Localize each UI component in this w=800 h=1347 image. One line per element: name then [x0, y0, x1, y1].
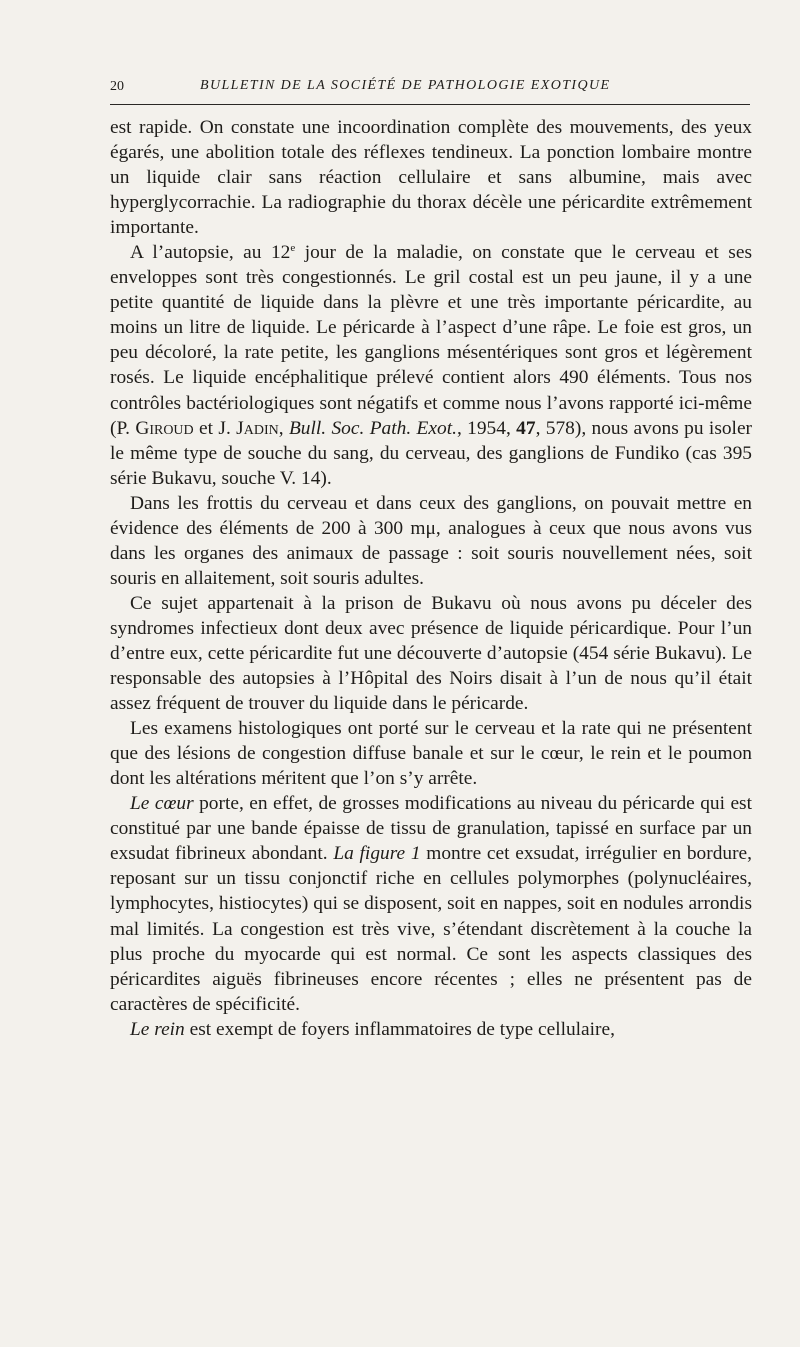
- paragraph-7: [110, 1017, 752, 1042]
- p6-text-b: montre cet exsudat, irrégulier en bordure, reposant sur un tissu conjonctif riche en cellules polymorphes (polynucléaires, lymphocytes, histiocytes) qui se disposent, soit en nappes, soit en nodules arrondis mal limités. La congestion est très vive, s’étendant discrètement à la couche la plus proche du myocarde qui est normal. Ce sont les aspects classiques des péricardites aiguës fibrineuses encore récentes ; elles ne présentent pas de caractères de spécificité.: [110, 843, 753, 1015]
- p2-text-f: , 578), nous avons pu isoler le même type de souche du sang, du cerveau, des ganglions de Fundiko (cas 395 série Bukavu, souche V. 14).: [110, 417, 753, 489]
- page-header: [110, 76, 750, 105]
- figure-reference: La figure 1: [333, 843, 421, 865]
- paragraph-2: [110, 240, 752, 490]
- running-title: BULLETIN DE LA SOCIÉTÉ DE PATHOLOGIE EXOTIQUE: [200, 78, 611, 93]
- paragraph-3: Dans les frottis du cerveau et dans ceux des ganglions, on pouvait mettre en évidence des éléments de 200 à 300 mμ, analogues à ceux que nous avons vus dans les organes des animaux de passage : soit souris nouvellement nées, soit souris en allaitement, soit souris adultes.: [110, 492, 752, 589]
- p2-text-a: A l’autopsie, au 12: [130, 242, 291, 264]
- page-number: 20: [110, 79, 124, 94]
- p2-text-b: jour de la maladie, on constate que le cerveau et ses enveloppes sont très congestionnés. Le gril costal est un peu jaune, il y a une petite quantité de liquide dans la plèvre et une très importante péricardite, au moins un litre de liquide. Le péricarde à l’aspect d’une râpe. Le foie est gros, un peu décoloré, la rate petite, les ganglions mésentériques sont gros et légèrement rosés. Le liquide encéphalitique prélevé contient alors 490 éléments. Tous nos contrôles bactériologiques sont négatifs et comme nous l’avons rapporté ici-même (P.: [110, 242, 752, 439]
- article-body: [110, 115, 752, 1042]
- paragraph-4: Ce sujet appartenait à la prison de Bukavu où nous avons pu déceler des syndromes infectieux dont deux avec présence de liquide péricardique. Pour l’un d’entre eux, cette péricardite fut une découverte d’autopsie (454 série Bukavu). Le responsable des autopsies à l’Hôpital des Noirs disait à l’un de nous qu’il était assez fréquent de trouver du liquide dans le péricarde.: [110, 592, 752, 715]
- journal-title: Bull. Soc. Path. Exot.: [288, 417, 457, 439]
- paragraph-5: Les examens histologiques ont porté sur le cerveau et la rate qui ne présentent que des lésions de congestion diffuse banale et sur le cœur, le rein et le poumon dont les altérations méritent que l’on s’y arrête.: [110, 718, 752, 790]
- author-jadin: Jadin: [236, 417, 279, 439]
- kidney-lead: Le rein: [130, 1018, 185, 1040]
- p7-text-a: est exempt de foyers inflammatoires de type cellulaire,: [184, 1018, 615, 1040]
- paragraph-1: est rapide. On constate une incoordination complète des mouvements, des yeux égarés, une abolition totale des réflexes tendineux. La ponction lombaire montre un liquide clair sans réaction cellulaire et sans albumine, mais avec hyperglycorrachie. La radiographie du thorax décèle une péricardite extrêmement importante.: [110, 117, 752, 239]
- p2-text-c: et J.: [193, 417, 237, 439]
- p2-text-e: , 1954,: [456, 417, 517, 439]
- author-giroud: Giroud: [135, 417, 194, 439]
- volume-number: 47: [516, 417, 536, 439]
- paragraph-6: [110, 791, 752, 1016]
- p2-text-d: ,: [278, 417, 289, 439]
- heart-lead: Le cœur: [130, 793, 194, 815]
- p6-text-a: porte, en effet, de grosses modifications au niveau du péricarde qui est constitué par une bande épaisse de tissu de granulation, tapissé en surface par un exsudat fibrineux abondant.: [110, 793, 752, 865]
- ordinal-superscript: e: [290, 242, 296, 255]
